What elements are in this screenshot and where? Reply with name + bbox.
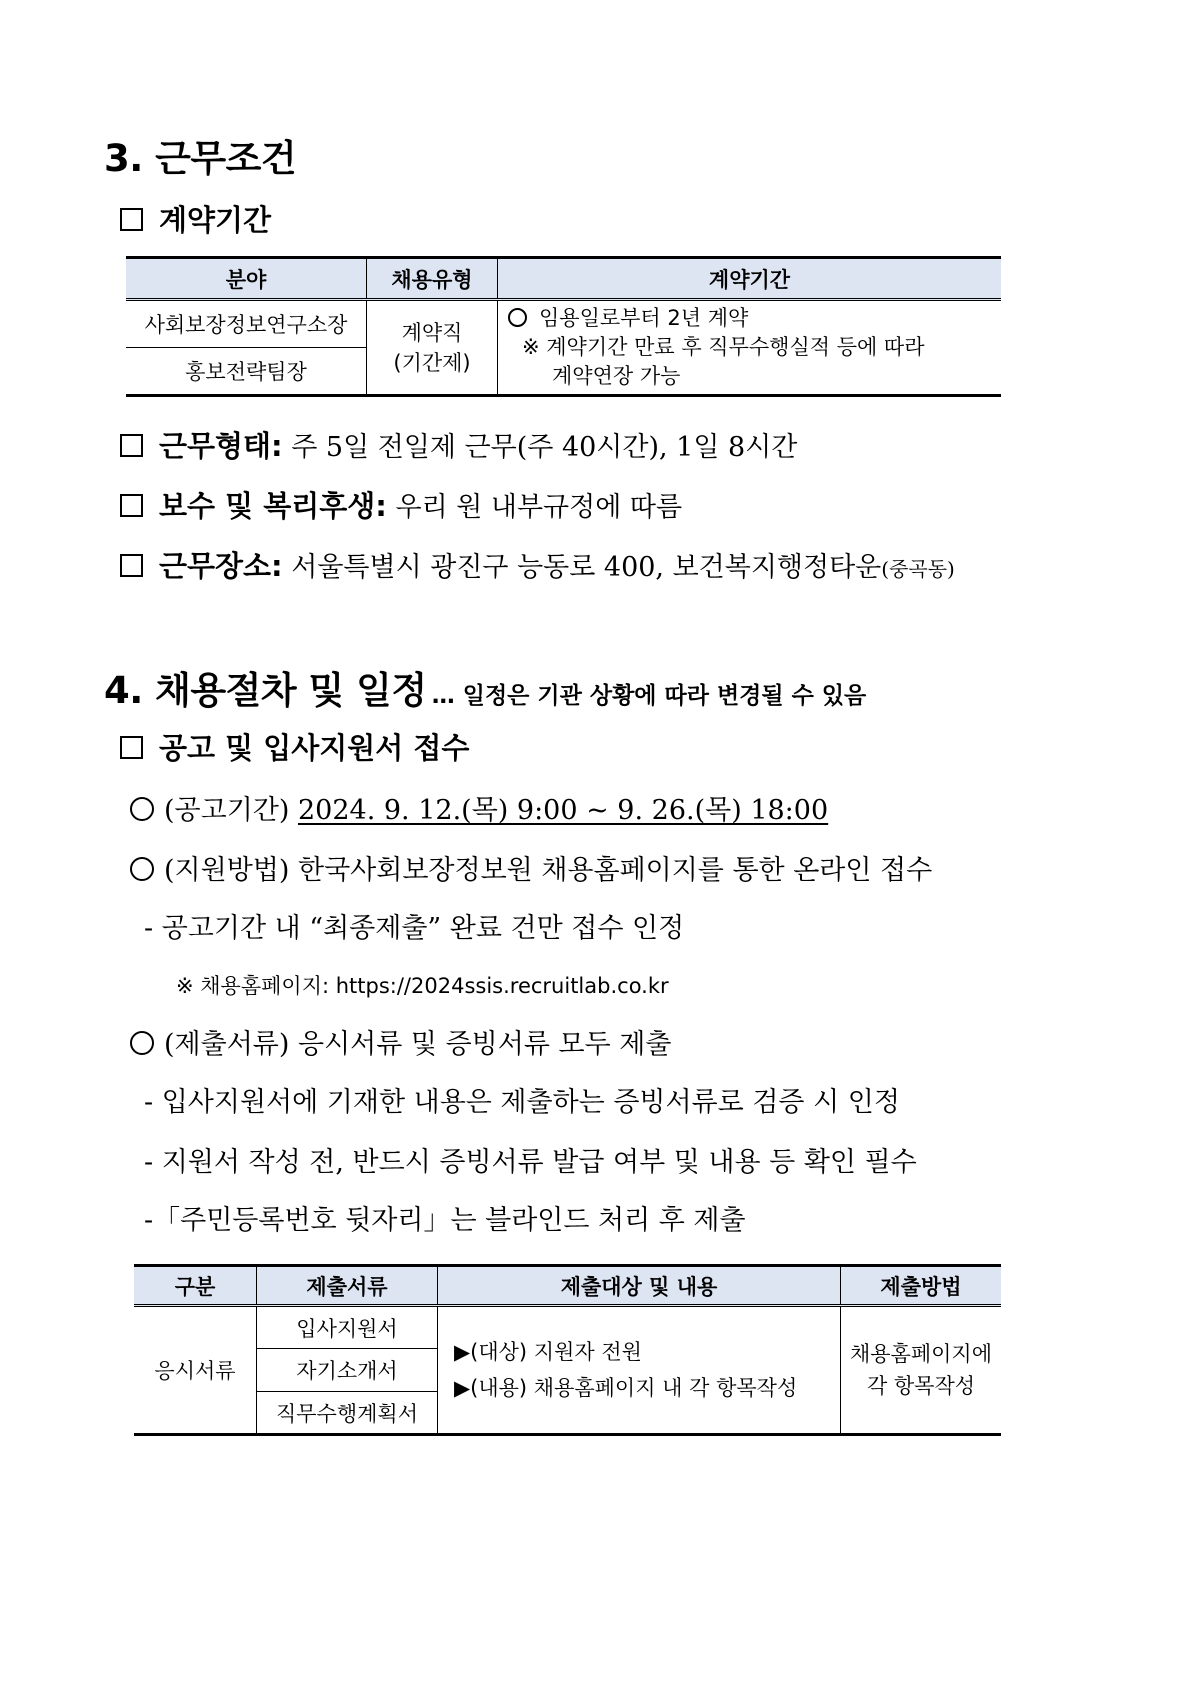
work-type-line: 근무형태: 주 5일 전일제 근무(주 40시간), 1일 8시간 xyxy=(120,424,797,465)
checkbox-icon xyxy=(120,208,143,231)
homepage-note: ※ 채용홈페이지: https://2024ssis.recruitlab.co.kr xyxy=(176,974,669,998)
checkbox-icon xyxy=(120,434,143,457)
header-field: 분야 xyxy=(126,258,367,300)
application-heading: 공고 및 입사지원서 접수 xyxy=(120,726,469,767)
circle-bullet-icon xyxy=(508,308,527,327)
doc-cell-1: 입사지원서 xyxy=(257,1306,438,1349)
method-dash: - 공고기간 내 “최종제출” 완료 건만 접수 인정 xyxy=(144,913,685,944)
field-cell-2: 홍보전략팀장 xyxy=(126,348,367,396)
doc-cell-3: 직무수행계획서 xyxy=(257,1392,438,1435)
checkbox-icon xyxy=(120,554,143,577)
header-type: 채용유형 xyxy=(367,258,498,300)
checkbox-icon xyxy=(120,736,143,759)
pay-line: 보수 및 복리후생: 우리 원 내부규정에 따름 xyxy=(120,484,682,525)
docs-dash-1: - 입사지원서에 기재한 내용은 제출하는 증빙서류로 검증 시 인정 xyxy=(144,1087,900,1118)
header-target: 제출대상 및 내용 xyxy=(438,1266,841,1306)
contract-table xyxy=(126,256,1001,397)
contract-heading: 계약기간 xyxy=(120,198,271,239)
header-documents: 제출서류 xyxy=(257,1266,438,1306)
circle-bullet-icon xyxy=(130,797,154,821)
circle-bullet-icon xyxy=(130,857,154,881)
target-cell: ▶(대상) 지원자 전원 ▶(내용) 채용홈페이지 내 각 항목작성 xyxy=(438,1306,841,1435)
period-line: (공고기간) 2024. 9. 12.(목) 9:00 ~ 9. 26.(목) 18:00 xyxy=(130,788,828,827)
doc-cell-2: 자기소개서 xyxy=(257,1349,438,1392)
section-3-title: 3. 근무조건 xyxy=(104,137,297,180)
period-cell: 임용일로부터 2년 계약 ※ 계약기간 만료 후 직무수행실적 등에 따라 계약연장 가능 xyxy=(498,300,1002,396)
docs-dash-2: - 지원서 작성 전, 반드시 증빙서류 발급 여부 및 내용 등 확인 필수 xyxy=(144,1147,917,1178)
header-method: 제출방법 xyxy=(841,1266,1002,1306)
method-line: (지원방법) 한국사회보장정보원 채용홈페이지를 통한 온라인 접수 xyxy=(130,848,932,887)
section-4-title: 4. 채용절차 및 일정 … 일정은 기관 상황에 따라 변경될 수 있음 xyxy=(104,669,867,712)
type-cell: 계약직 (기간제) xyxy=(367,300,498,396)
place-line: 근무장소: 서울특별시 광진구 능동로 400, 보건복지행정타운(중곡동) xyxy=(120,544,955,585)
checkbox-icon xyxy=(120,494,143,517)
field-cell-1: 사회보장정보연구소장 xyxy=(126,300,367,348)
circle-bullet-icon xyxy=(130,1031,154,1055)
documents-table xyxy=(134,1264,1001,1436)
docs-line: (제출서류) 응시서류 및 증빙서류 모두 제출 xyxy=(130,1022,671,1061)
method-cell: 채용홈페이지에 각 항목작성 xyxy=(841,1306,1002,1435)
category-cell: 응시서류 xyxy=(134,1306,257,1435)
docs-dash-3: -「주민등록번호 뒷자리」는 블라인드 처리 후 제출 xyxy=(144,1205,746,1236)
header-period: 계약기간 xyxy=(498,258,1002,300)
header-category: 구분 xyxy=(134,1266,257,1306)
